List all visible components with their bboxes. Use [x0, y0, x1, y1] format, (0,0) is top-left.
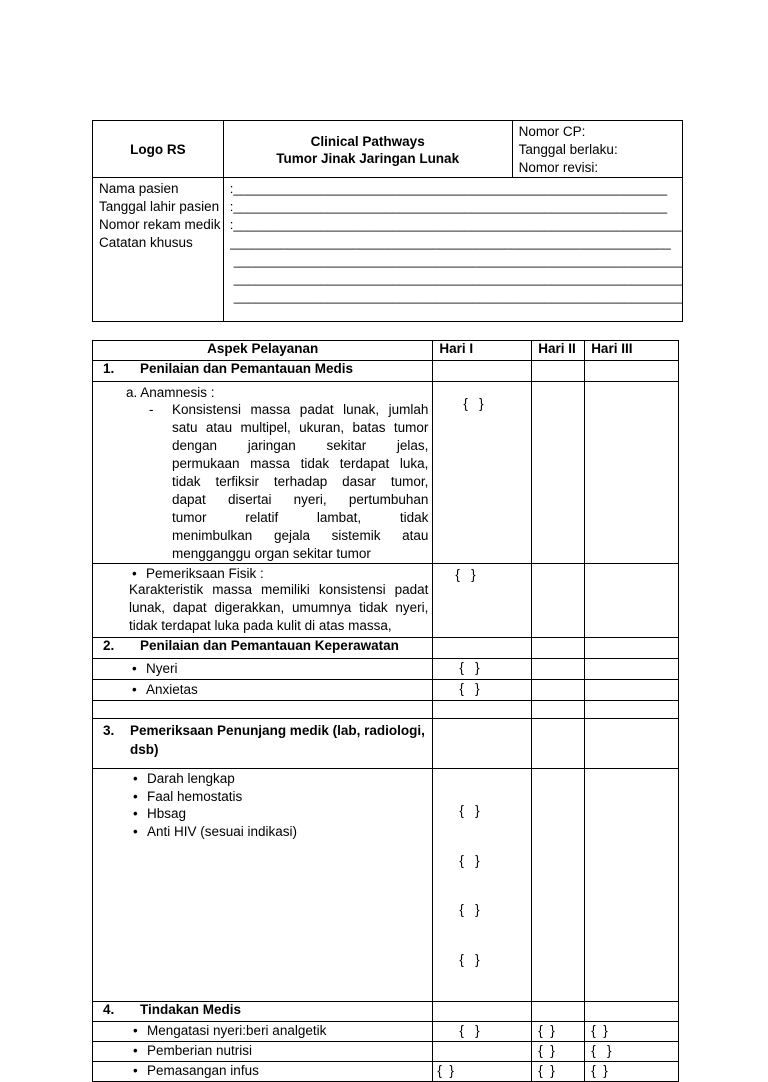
table-row	[93, 1042, 679, 1062]
checkbox[interactable]: { }	[538, 1023, 555, 1038]
item-infus: • Pemasangan infus	[93, 1062, 432, 1078]
item-anxietas: • Anxietas	[93, 680, 432, 697]
table-header-row	[93, 341, 679, 361]
field-catatan-line[interactable]: ______________________________________________________________	[233, 289, 682, 304]
item-faal-hemostatis: • Faal hemostatis	[147, 788, 432, 806]
meta-cell	[512, 121, 682, 178]
checkbox[interactable]: { }	[459, 951, 480, 967]
header-table	[92, 120, 683, 322]
checkbox[interactable]: { }	[459, 681, 480, 696]
fisik-label: • Pemeriksaan Fisik :	[93, 564, 432, 581]
section-4-title: 4. Tindakan Medis	[93, 1002, 433, 1022]
col-hari1: Hari I	[433, 341, 532, 361]
checkbox[interactable]: { }	[591, 1043, 612, 1058]
field-catatan-line[interactable]: ______________________________________________________________	[233, 271, 682, 286]
patient-fields	[223, 178, 682, 322]
checkbox[interactable]: { }	[591, 1023, 608, 1038]
field-catatan[interactable]: _____________________________________________________________	[229, 235, 671, 250]
nomor-revisi: Nomor revisi:	[518, 160, 599, 175]
checkbox[interactable]: { }	[437, 1063, 454, 1078]
field-nama[interactable]: :____________________________________________________________	[229, 181, 668, 196]
checkbox[interactable]: { }	[538, 1043, 555, 1058]
label-rekam-medik: Nomor rekam medik	[99, 217, 221, 232]
patient-labels	[93, 178, 224, 322]
nomor-cp: Nomor CP:	[518, 124, 586, 139]
checkbox[interactable]: { }	[463, 396, 484, 411]
checkbox[interactable]: { }	[538, 1063, 555, 1078]
section-3-title: 3. Pemeriksaan Penunjang medik (lab, radiologi, dsb)	[93, 719, 433, 769]
label-nama: Nama pasien	[99, 181, 179, 196]
fisik-cell: • Pemeriksaan Fisik : Karakteristik massa memiliki konsistensi padat lunak, dapat digerakkan, umumnya tidak nyeri, tidak terdapat luka pada kulit di atas massa,	[93, 564, 433, 638]
table-row	[93, 382, 679, 564]
title-cell	[223, 121, 512, 178]
field-rekam-medik[interactable]: :______________________________________________________________	[229, 217, 682, 232]
section-row	[93, 638, 679, 659]
section-row	[93, 1002, 679, 1022]
col-hari2: Hari II	[532, 341, 585, 361]
table-row	[93, 659, 679, 680]
table-row	[93, 1062, 679, 1082]
section-1-title: 1. Penilaian dan Pemantauan Medis	[93, 361, 433, 382]
checkbox[interactable]: { }	[459, 660, 480, 675]
checkbox[interactable]: { }	[455, 567, 476, 582]
table-row	[93, 769, 679, 1002]
anamnesis-cell: a. Anamnesis : - Konsistensi massa padat lunak, jumlah satu atau multipel, ukuran, batas tumor dengan jaringan sekitar jelas, permukaan massa tidak terdapat luka, tidak terfiksir terhadap dasar tumor, dapat disertai nyeri, pertumbuhan tumor relatif lambat, tidak menimbulkan gejala sistemik atau mengganggu organ sekitar tumor	[93, 382, 433, 564]
logo-cell	[93, 121, 224, 178]
item-darah-lengkap: • Darah lengkap	[147, 770, 432, 788]
service-table	[92, 340, 679, 1082]
tanggal-berlaku: Tanggal berlaku:	[518, 142, 618, 157]
item-nutrisi: • Pemberian nutrisi	[93, 1042, 432, 1058]
checkbox[interactable]: { }	[459, 1023, 480, 1038]
checkbox[interactable]: { }	[591, 1063, 608, 1078]
checkbox[interactable]: { }	[459, 852, 480, 868]
table-row	[93, 680, 679, 701]
document-title: Clinical Pathways Tumor Jinak Jaringan Lunak	[276, 134, 460, 166]
section-row	[93, 361, 679, 382]
table-row	[93, 564, 679, 638]
section-2-title: 2. Penilaian dan Pemantauan Keperawatan	[93, 638, 433, 659]
col-hari3: Hari III	[585, 341, 679, 361]
col-aspek: Aspek Pelayanan	[93, 341, 433, 361]
logo-rs: Logo RS	[130, 142, 186, 157]
table-row	[93, 1022, 679, 1042]
checkbox[interactable]: { }	[459, 803, 480, 818]
label-tanggal-lahir: Tanggal lahir pasien	[99, 199, 220, 214]
item-anti-hiv: • Anti HIV (sesuai indikasi)	[147, 823, 432, 841]
item-hbsag: • Hbsag	[147, 805, 432, 823]
item-analgetik: • Mengatasi nyeri:beri analgetik	[93, 1022, 432, 1038]
anamnesis-label: a. Anamnesis :	[126, 385, 215, 400]
section-row	[93, 719, 679, 769]
field-tanggal-lahir[interactable]: :____________________________________________________________	[229, 199, 668, 214]
checkbox[interactable]: { }	[459, 902, 480, 917]
label-catatan: Catatan khusus	[99, 235, 193, 250]
item-nyeri: • Nyeri	[93, 659, 432, 676]
table-row	[93, 701, 679, 719]
field-catatan-line[interactable]: ______________________________________________________________	[233, 253, 682, 268]
